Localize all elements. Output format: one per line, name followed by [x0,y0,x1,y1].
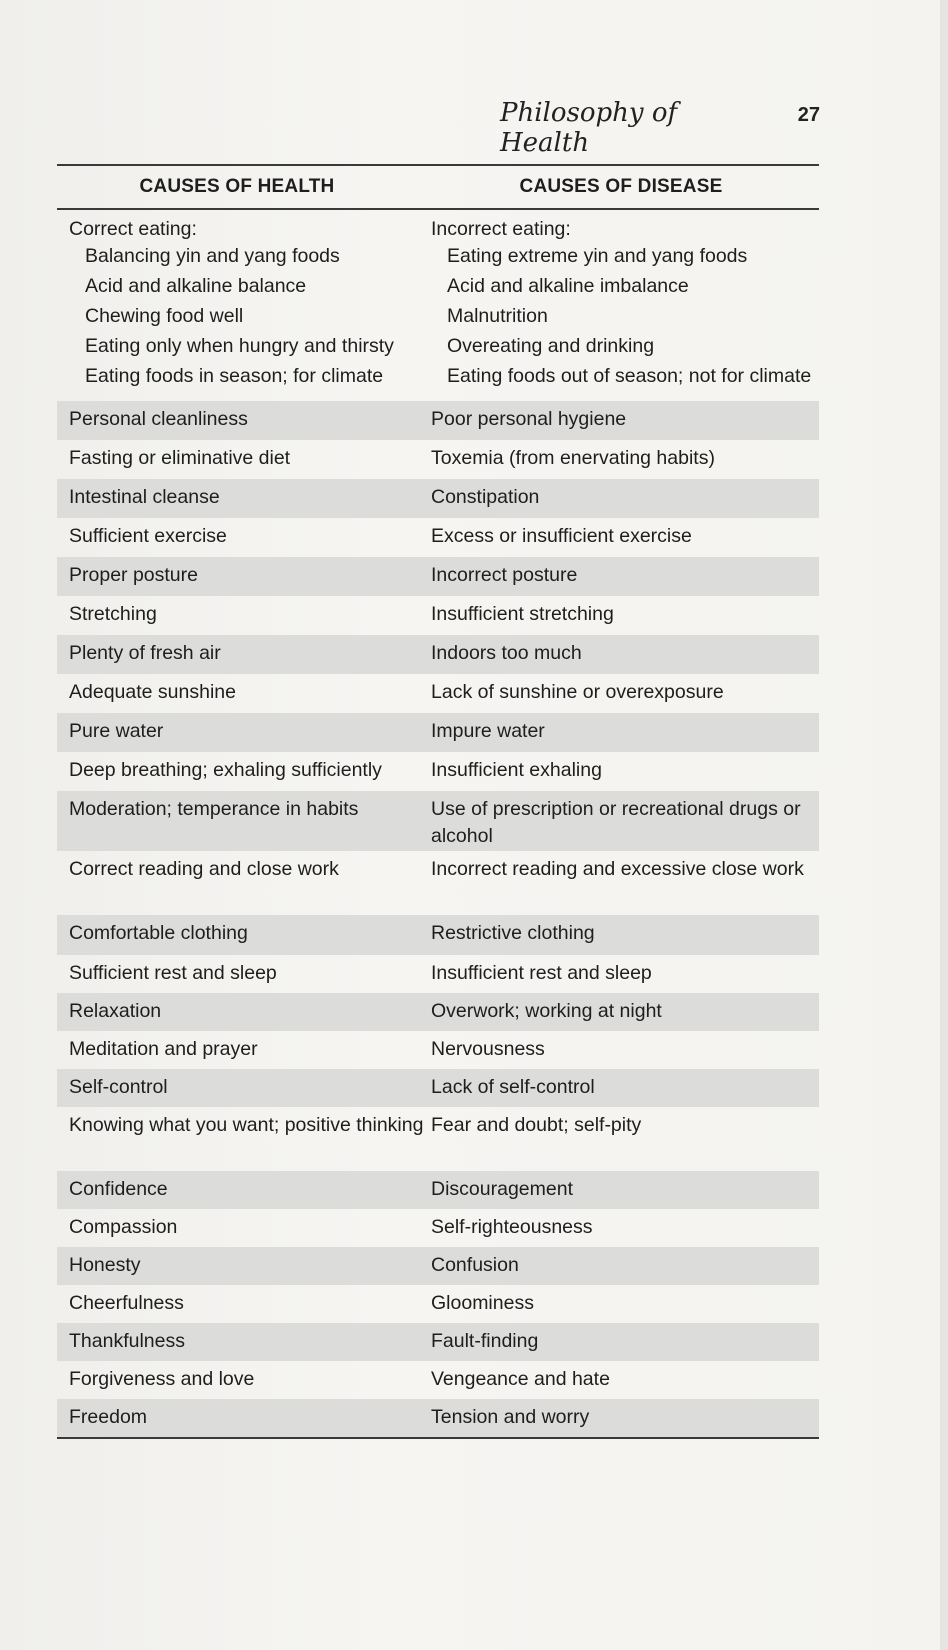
health-cause-cell: Plenty of fresh air [69,642,221,664]
table-row [57,851,819,915]
list-item: Acid and alkaline imbalance [447,275,689,297]
table-row [57,1285,819,1323]
list-item: Eating extreme yin and yang foods [447,245,748,267]
page-number: 27 [797,104,820,126]
health-cause-cell: Comfortable clothing [69,922,248,944]
disease-cause-cell: Self-righteousness [431,1216,593,1238]
health-cause-cell: Sufficient exercise [69,525,227,547]
disease-cause-cell: Incorrect posture [431,564,578,586]
disease-eating-cell [425,216,819,393]
disease-cause-cell: Indoors too much [431,642,582,664]
health-cause-cell: Fasting or eliminative diet [69,447,291,469]
health-cause-cell: Personal cleanliness [69,408,248,430]
health-cause-cell: Pure water [69,720,164,742]
disease-cause-cell: Insufficient exhaling [431,759,602,781]
table-row [57,791,819,851]
health-cause-cell: Relaxation [69,1000,162,1022]
table-row [57,1171,819,1209]
column-header-health: CAUSES OF HEALTH [139,176,335,197]
disease-cause-cell: Lack of sunshine or overexposure [431,681,724,703]
list-item: Chewing food well [85,305,244,327]
list-item: Eating foods out of season; not for climate [447,365,812,387]
table-row [57,479,819,518]
table-row [57,674,819,713]
table-row [57,557,819,596]
health-cause-cell: Adequate sunshine [69,681,236,703]
health-eating-list [69,243,425,390]
table-row [57,401,819,440]
disease-cause-cell: Confusion [431,1254,519,1276]
table-row [57,752,819,791]
health-cause-cell: Sufficient rest and sleep [69,962,277,984]
table-row [57,1107,819,1171]
health-cause-cell: Thankfulness [69,1330,185,1352]
list-item: Eating only when hungry and thirsty [85,335,394,357]
health-eating-heading: Correct eating: [69,218,197,240]
health-cause-cell: Meditation and prayer [69,1038,258,1060]
table-row [57,955,819,993]
table-row [57,440,819,479]
disease-cause-cell: Insufficient stretching [431,603,614,625]
health-cause-cell: Deep breathing; exhaling sufficiently [69,759,382,781]
table-row [57,596,819,635]
disease-cause-cell: Constipation [431,486,540,508]
table-row [57,993,819,1031]
disease-cause-cell: Impure water [431,720,545,742]
disease-cause-cell: Discouragement [431,1178,573,1200]
health-cause-cell: Proper posture [69,564,198,586]
health-cause-cell: Freedom [69,1406,148,1428]
disease-cause-cell: Use of prescription or recreational drugs or alcohol [431,798,801,847]
table-row [57,1031,819,1069]
disease-cause-cell: Gloominess [431,1292,534,1314]
table-row [57,713,819,752]
list-item: Overeating and drinking [447,335,655,357]
health-cause-cell: Compassion [69,1216,178,1238]
health-cause-cell: Moderation; temperance in habits [69,798,359,820]
disease-cause-cell: Fear and doubt; self-pity [431,1114,642,1136]
health-cause-cell: Knowing what you want; positive thinking [69,1114,424,1136]
table-row [57,1399,819,1437]
health-cause-cell: Forgiveness and love [69,1368,255,1390]
table-row [57,635,819,674]
table-row [57,518,819,557]
disease-cause-cell: Overwork; working at night [431,1000,662,1022]
health-cause-cell: Intestinal cleanse [69,486,220,508]
page-edge [940,0,948,1650]
health-eating-cell [57,216,425,393]
disease-cause-cell: Vengeance and hate [431,1368,610,1390]
table-row [57,1323,819,1361]
running-head [500,98,820,158]
running-title: Philosophy of Health [500,98,678,158]
disease-eating-heading: Incorrect eating: [431,218,571,240]
list-item: Acid and alkaline balance [85,275,307,297]
causes-table [57,164,819,1439]
disease-cause-cell: Poor personal hygiene [431,408,627,430]
table-row [57,1247,819,1285]
disease-cause-cell: Lack of self-control [431,1076,595,1098]
disease-eating-list [431,243,819,390]
table-row [57,1361,819,1399]
table-bottom-rule [57,1437,819,1439]
table-row [57,1209,819,1247]
disease-cause-cell: Insufficient rest and sleep [431,962,652,984]
health-cause-cell: Correct reading and close work [69,858,339,880]
disease-cause-cell: Toxemia (from enervating habits) [431,447,715,469]
health-cause-cell: Self-control [69,1076,168,1098]
disease-cause-cell: Excess or insufficient exercise [431,525,692,547]
list-item: Eating foods in season; for climate [85,365,384,387]
table-row-eating [57,210,819,401]
disease-cause-cell: Tension and worry [431,1406,590,1428]
health-cause-cell: Honesty [69,1254,141,1276]
health-cause-cell: Cheerfulness [69,1292,184,1314]
table-row [57,1069,819,1107]
disease-cause-cell: Fault-finding [431,1330,539,1352]
list-item: Malnutrition [447,305,548,327]
disease-cause-cell: Nervousness [431,1038,545,1060]
table-row [57,915,819,955]
table-body [57,401,819,1437]
disease-cause-cell: Restrictive clothing [431,922,595,944]
column-header-disease: CAUSES OF DISEASE [519,176,723,197]
health-cause-cell: Confidence [69,1178,168,1200]
health-cause-cell: Stretching [69,603,157,625]
list-item: Balancing yin and yang foods [85,245,340,267]
table-header-row [57,166,819,210]
disease-cause-cell: Incorrect reading and excessive close work [431,858,804,880]
